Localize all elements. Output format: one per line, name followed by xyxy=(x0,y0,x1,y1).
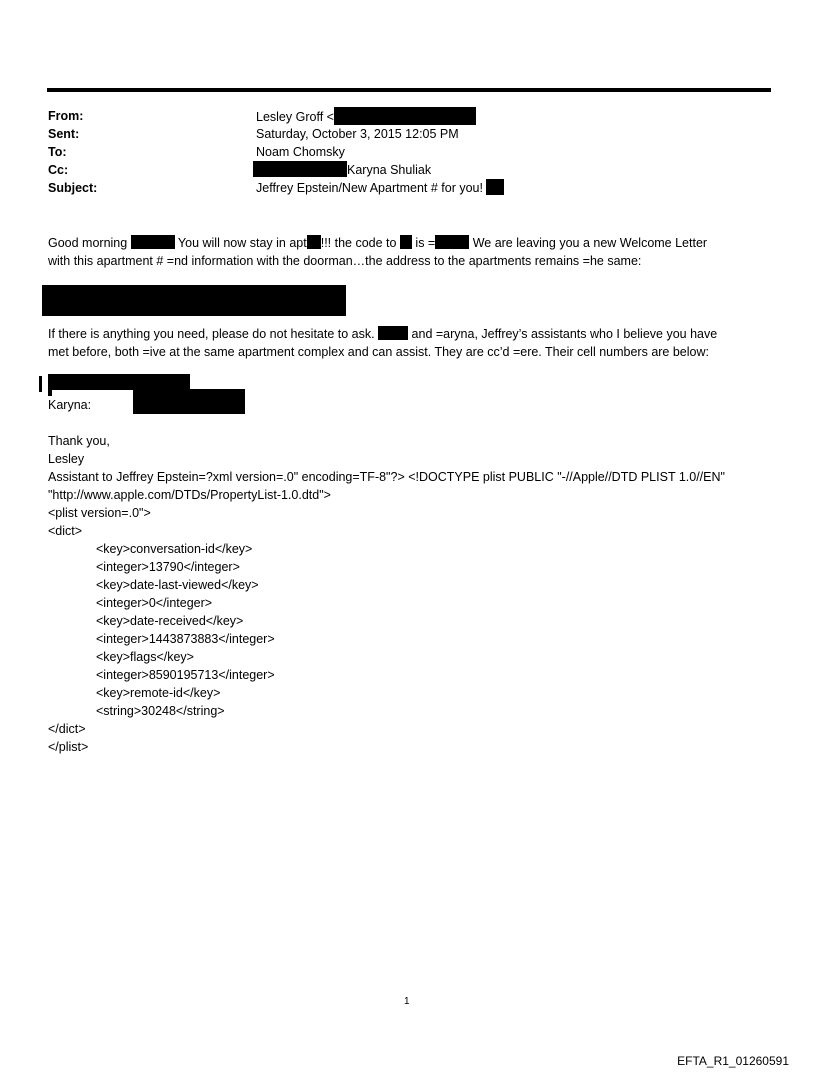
subject-value xyxy=(256,179,504,197)
dict-close: </dict> xyxy=(48,722,86,736)
plist-open: <plist version=.0"> xyxy=(48,506,151,520)
karyna-number-redaction xyxy=(133,389,245,414)
page-number: 1 xyxy=(404,996,410,1007)
header-rule xyxy=(47,88,771,92)
cell-number-redaction xyxy=(48,374,190,390)
to-label: To: xyxy=(48,145,67,159)
paragraph-1-line-1 xyxy=(48,234,707,252)
paragraph-2-line-1 xyxy=(48,325,717,343)
p1-text-e: We are leaving you a new Welcome Letter xyxy=(469,236,708,250)
redaction-block xyxy=(486,179,504,195)
to-value: Noam Chomsky xyxy=(256,145,345,159)
address-redaction xyxy=(42,285,346,316)
redaction-block xyxy=(307,235,321,249)
bates-number: EFTA_R1_01260591 xyxy=(677,1054,789,1068)
redaction-block xyxy=(378,326,408,340)
from-value xyxy=(256,107,476,126)
dict-open: <dict> xyxy=(48,524,83,538)
redaction-block xyxy=(400,235,412,249)
cc-name: Karyna Shuliak xyxy=(347,163,432,177)
redaction-block xyxy=(253,161,347,177)
plist-line: <key>flags</key> xyxy=(96,650,194,664)
signature-line-2: "http://www.apple.com/DTDs/PropertyList-1.0.dtd"> xyxy=(48,488,331,502)
p2-text-b: and =aryna, Jeffrey’s assistants who I believe you have xyxy=(408,327,718,341)
subject-text: Jeffrey Epstein/New Apartment # for you! xyxy=(256,181,483,195)
redaction-block xyxy=(131,235,175,249)
paragraph-1-line-2: with this apartment # =nd information with the doorman…the address to the apartments remains =he same: xyxy=(48,254,642,268)
paragraph-2-line-2: met before, both =ive at the same apartment complex and can assist. They are cc’d =ere. Their cell numbers are below: xyxy=(48,345,709,359)
from-label: From: xyxy=(48,109,84,123)
sent-value: Saturday, October 3, 2015 12:05 PM xyxy=(256,127,459,141)
signature-name: Lesley xyxy=(48,452,85,466)
sent-label: Sent: xyxy=(48,127,80,141)
subject-label: Subject: xyxy=(48,181,98,195)
plist-line: <integer>1443873883</integer> xyxy=(96,632,275,646)
plist-line: <key>date-received</key> xyxy=(96,614,244,628)
margin-mark xyxy=(39,376,42,392)
p1-text-a: Good morning xyxy=(48,236,131,250)
redaction-block xyxy=(334,107,476,125)
cc-label: Cc: xyxy=(48,163,69,177)
from-name: Lesley Groff < xyxy=(256,110,334,124)
plist-line: <key>remote-id</key> xyxy=(96,686,221,700)
plist-line: <integer>13790</integer> xyxy=(96,560,240,574)
p2-text-a: If there is anything you need, please do not hesitate to ask. xyxy=(48,327,379,341)
redaction-block xyxy=(435,235,469,249)
plist-close: </plist> xyxy=(48,740,89,754)
p1-text-d: is = xyxy=(411,236,436,250)
signature-line-1: Assistant to Jeffrey Epstein=?xml version=.0" encoding=TF-8"?> <!DOCTYPE plist PUBLIC "-//Apple//DTD PLIST 1.0//EN" xyxy=(48,470,725,484)
closing-thanks: Thank you, xyxy=(48,434,110,448)
plist-line: <key>date-last-viewed</key> xyxy=(96,578,259,592)
plist-line: <integer>0</integer> xyxy=(96,596,213,610)
plist-line: <string>30248</string> xyxy=(96,704,225,718)
plist-line: <key>conversation-id</key> xyxy=(96,542,253,556)
cc-value xyxy=(253,161,431,179)
karyna-label: Karyna: xyxy=(48,398,92,412)
p1-text-c: !!! the code to xyxy=(320,236,400,250)
p1-text-b: You will now stay in apt xyxy=(174,236,307,250)
plist-line: <integer>8590195713</integer> xyxy=(96,668,275,682)
